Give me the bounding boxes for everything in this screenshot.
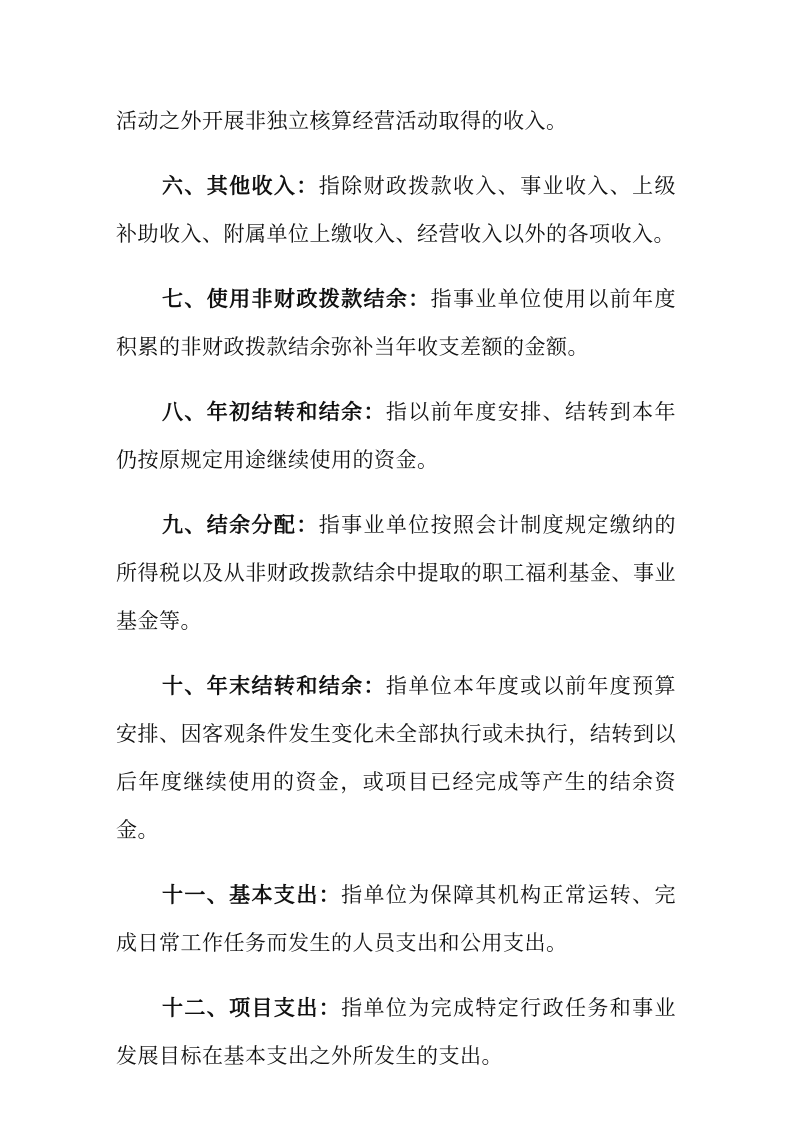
paragraph-text: 指事业单位使用以前年度积累的非财政拨款结余弥补当年收支差额的金额。: [116, 287, 677, 359]
paragraph-text: 指事业单位按照会计制度规定缴纳的所得税以及从非财政拨款结余中提取的职工福利基金、事业基金等。: [116, 513, 677, 633]
paragraph-term: 八、年初结转和结余：: [162, 399, 386, 424]
paragraph-text: 活动之外开展非独立核算经营活动取得的收入。: [116, 109, 568, 133]
paragraph-term: 十二、项目支出：: [162, 995, 342, 1020]
paragraph-text: 指单位本年度或以前年度预算安排、因客观条件发生变化未全部执行或未执行，结转到以后年度继续使用的资金，或项目已经完成等产生的结余资金。: [116, 674, 677, 842]
paragraph-balance-distribution: [116, 501, 676, 645]
paragraph-term: 六、其他收入：: [162, 173, 319, 198]
paragraph-basic-expenditure: [116, 871, 676, 967]
paragraph-term: 十、年末结转和结余：: [162, 673, 386, 698]
paragraph-text: 指以前年度安排、结转到本年仍按原规定用途继续使用的资金。: [116, 400, 677, 472]
paragraph-term: 七、使用非财政拨款结余：: [162, 286, 431, 311]
paragraph-text: 指单位为完成特定行政任务和事业发展目标在基本支出之外所发生的支出。: [116, 996, 677, 1068]
paragraph-opening-balance: [116, 388, 676, 484]
paragraph-text: 指单位为保障其机构正常运转、完成日常工作任务而发生的人员支出和公用支出。: [116, 883, 677, 955]
paragraph-term: 十一、基本支出：: [162, 882, 342, 907]
paragraph-closing-balance: [116, 662, 676, 854]
paragraph-continuation: [116, 97, 676, 145]
paragraph-non-fiscal-balance: [116, 275, 676, 371]
paragraph-text: 指除财政拨款收入、事业收入、上级补助收入、附属单位上缴收入、经营收入以外的各项收入。: [116, 174, 677, 246]
paragraph-project-expenditure: [116, 984, 676, 1080]
paragraph-term: 九、结余分配：: [162, 512, 319, 537]
document-body: [116, 97, 676, 1097]
paragraph-other-income: [116, 162, 676, 258]
